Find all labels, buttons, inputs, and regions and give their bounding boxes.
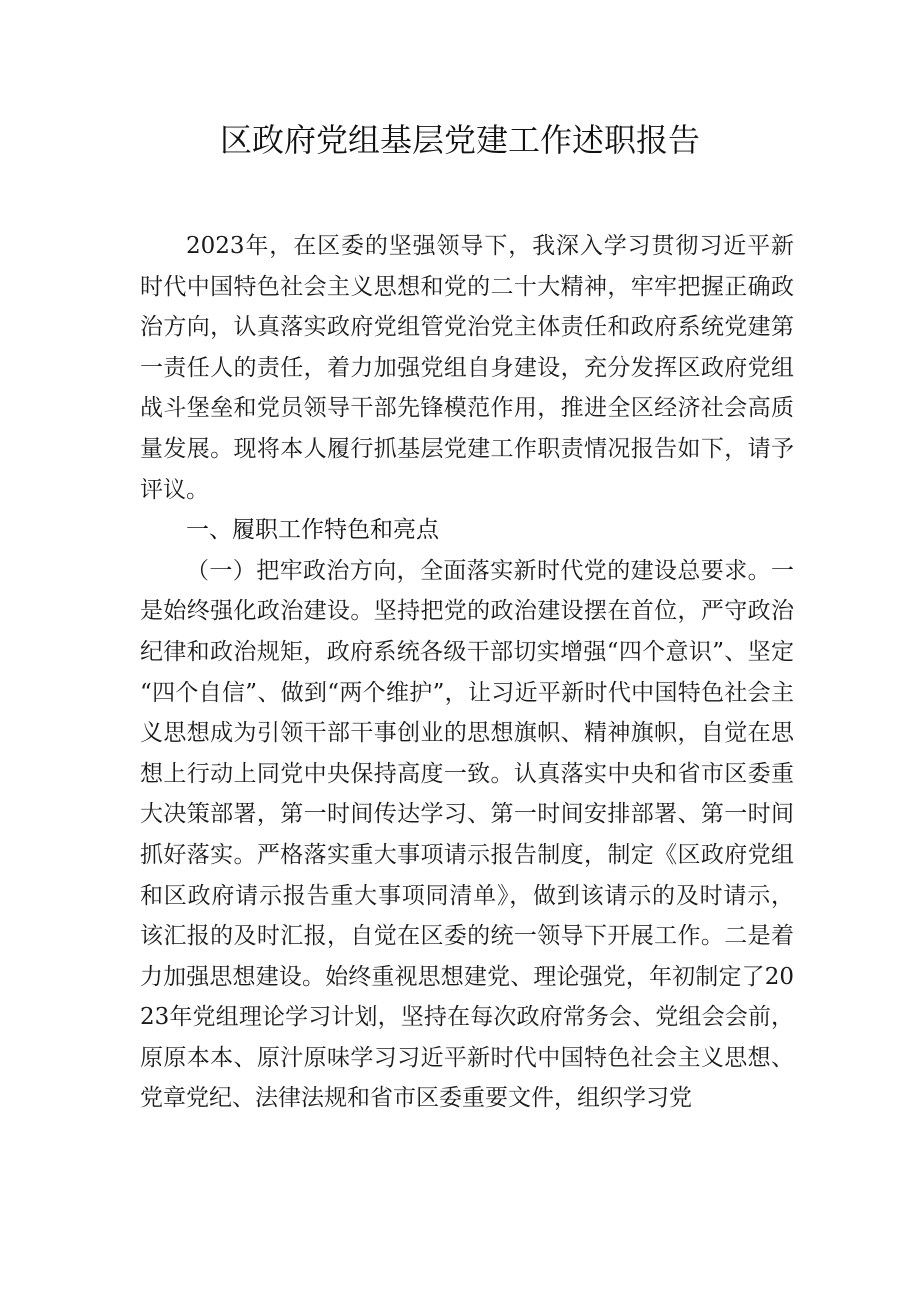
section-heading: 一、履职工作特色和亮点 bbox=[186, 517, 439, 544]
document-body bbox=[140, 226, 794, 1119]
section-paragraph: （一）把牢政治方向，全面落实新时代党的建设总要求。一是始终强化政治建设。坚持把党的政治建设摆在首位，严守政治纪律和政治规矩，政府系统各级干部切实增强“四个意识”、坚定“四个自信”、做到“两个维护”，让习近平新时代中国特色社会主义思想成为引领干部干事创业的思想旗帜、精神旗帜，自觉在思想上行动上同党中央保持高度一致。认真落实中央和省市区委重大决策部署，第一时间传达学习、第一时间安排部署、第一时间抓好落实。严格落实重大事项请示报告制度，制定《区政府党组和区政府请示报告重大事项同清单》，做到该请示的及时请示，该汇报的及时汇报，自觉在区委的统一领导下开展工作。二是着力加强思想建设。始终重视思想建党、理论强党，年初制定了2023年党组理论学习计划，坚持在每次政府常务会、党组会会前，原原本本、原汁原味学习习近平新时代中国特色社会主义思想、党章党纪、法律法规和省市区委重要文件，组织学习党 bbox=[140, 557, 794, 1112]
intro-paragraph: 2023年，在区委的坚强领导下，我深入学习贯彻习近平新时代中国特色社会主义思想和党的二十大精神，牢牢把握正确政治方向，认真落实政府党组管党治党主体责任和政府系统党建第一责任人的责任，着力加强党组自身建设，充分发挥区政府党组战斗堡垒和党员领导干部先锋模范作用，推进全区经济社会高质量发展。现将本人履行抓基层党建工作职责情况报告如下，请予评议。 bbox=[140, 233, 794, 503]
document-title: 区政府党组基层党建工作述职报告 bbox=[219, 121, 700, 159]
